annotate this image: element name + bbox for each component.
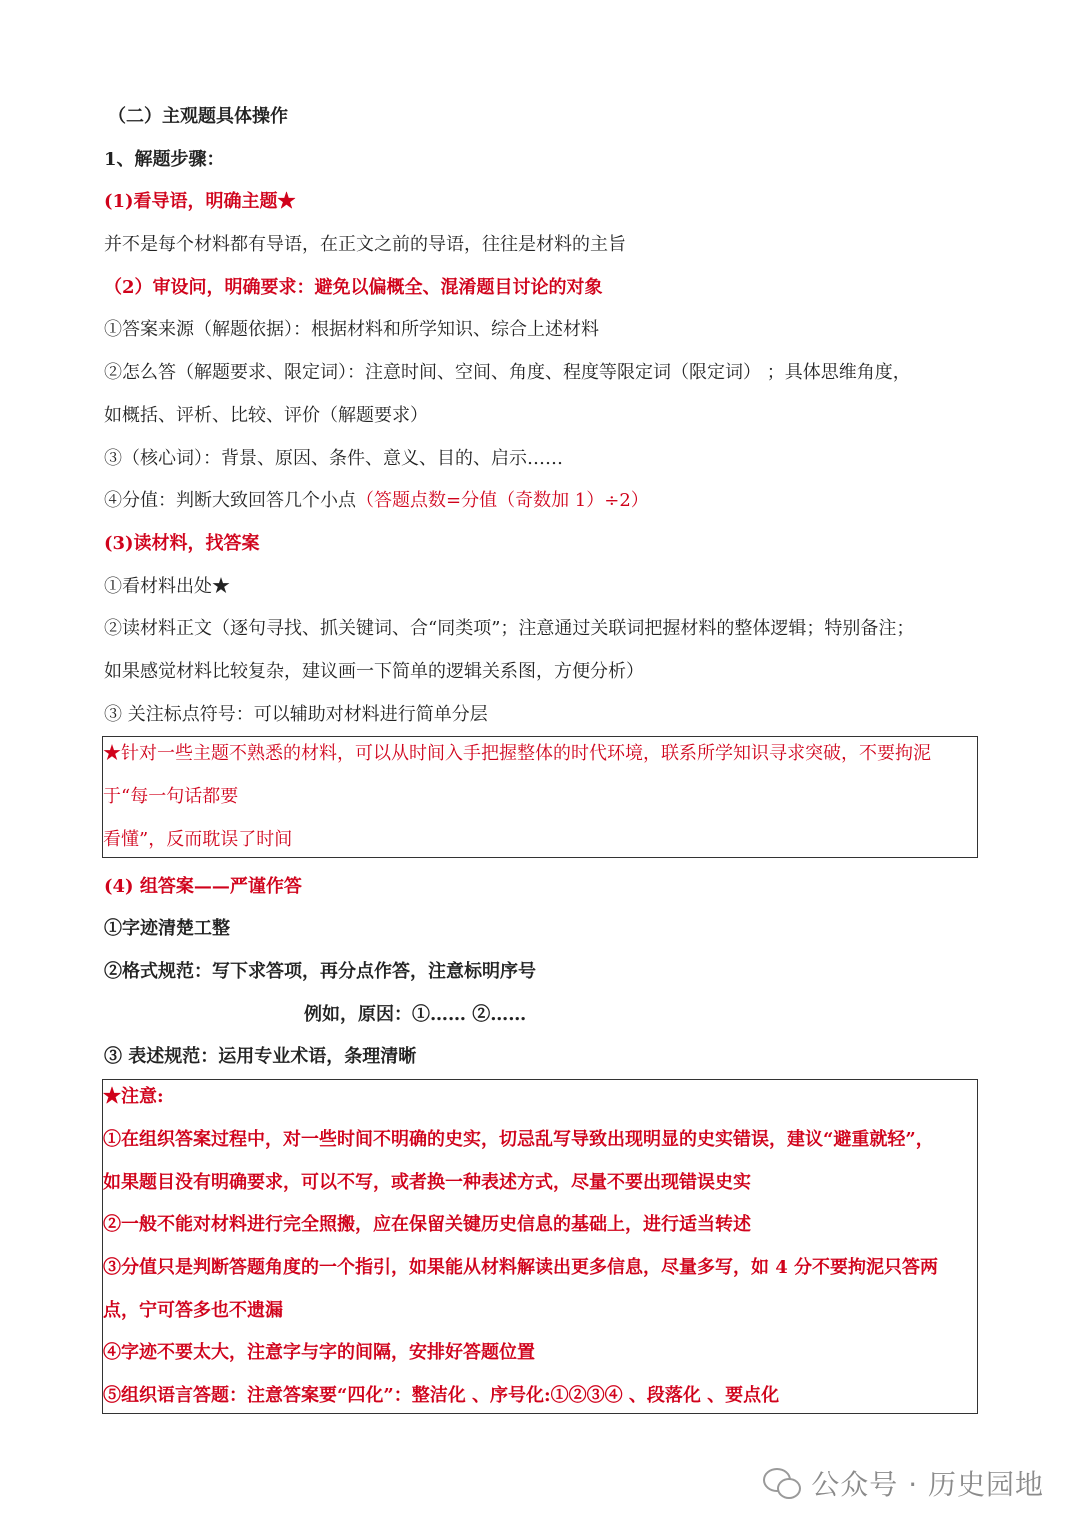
- step2-item3: ③（核心词）：背景、原因、条件、意义、目的、启示……: [104, 447, 563, 469]
- step3-item3: ③ 关注标点符号：可以辅助对材料进行简单分层: [104, 703, 488, 725]
- step2-item2-line2: 如概括、评析、比较、评价（解题要求）: [104, 404, 428, 426]
- step2-item4: [104, 488, 980, 514]
- watermark-text: 公众号 · 历史园地: [811, 1468, 1044, 1501]
- notice-title: ★注意:: [103, 1086, 164, 1108]
- step2-item2-line1: ②怎么答（解题要求、限定词）：注意时间、空间、角度、程度等限定词（限定词） ；具体思维角度，: [104, 362, 911, 384]
- notice-item1-line2: 如果题目没有明确要求，可以不写，或者换一种表述方式，尽量不要出现错误史实: [103, 1171, 751, 1193]
- step2-title: （2）审设问，明确要求：避免以偏概全、混淆题目讨论的对象: [104, 276, 603, 298]
- step3-item2-line2: 如果感觉材料比较复杂，建议画一下简单的逻辑关系图，方便分析）: [104, 660, 644, 682]
- wechat-icon: [763, 1466, 801, 1500]
- step4-item3: ③ 表述规范：运用专业术语，条理清晰: [104, 1046, 417, 1068]
- step4-example: 例如，原因：①…… ②……: [304, 1003, 527, 1025]
- notice-item5: ⑤组织语言答题：注意答案要“四化”：整洁化 、序号化:①②③④ 、段落化 、要点化: [103, 1384, 780, 1406]
- step3-item2-line1: ②读材料正文（逐句寻找、抓关键词、合“同类项”；注意通过关联词把握材料的整体逻辑；特别备注；: [104, 618, 915, 640]
- step2-item4-formula: （答题点数=分值（奇数加 1）÷2）: [356, 490, 649, 512]
- tip-box-line2: 于“每一句话都要: [103, 786, 239, 807]
- notice-item3-line1: ③分值只是判断答题角度的一个指引，如果能从材料解读出更多信息，尽量多写，如 4 分不要拘泥只答两: [103, 1256, 939, 1278]
- tip-box-line3: 看懂”，反而耽误了时间: [103, 828, 293, 850]
- step-title: 1、解题步骤：: [104, 148, 225, 170]
- step4-title: (4) 组答案——严谨作答: [104, 875, 302, 897]
- section-title: （二）主观题具体操作: [108, 106, 288, 127]
- step2-item1: ①答案来源（解题依据）：根据材料和所学知识、综合上述材料: [104, 319, 599, 341]
- step1-text: 并不是每个材料都有导语，在正文之前的导语，往往是材料的主旨: [104, 234, 626, 256]
- watermark: [763, 1463, 1044, 1503]
- step3-title: (3)读材料，找答案: [104, 532, 260, 554]
- notice-item1-line1: ①在组织答案过程中，对一些时间不明确的史实，切忌乱写导致出现明显的史实错误，建议“避重就轻”，: [103, 1128, 934, 1150]
- step4-item1: ①字迹清楚工整: [104, 918, 230, 940]
- tip-box: [102, 736, 978, 857]
- notice-box: [102, 1079, 978, 1414]
- step2-item4-prefix: ④分值：判断大致回答几个小点: [104, 490, 356, 512]
- document-page: [104, 104, 980, 1430]
- tip-box-line1: ★针对一些主题不熟悉的材料，可以从时间入手把握整体的时代环境，联系所学知识寻求突破，不要拘泥: [103, 743, 931, 765]
- notice-item2: ②一般不能对材料进行完全照搬，应在保留关键历史信息的基础上，进行适当转述: [103, 1214, 751, 1236]
- step3-item1: ①看材料出处★: [104, 575, 230, 597]
- step1-title: (1)看导语，明确主题★: [104, 191, 296, 213]
- notice-item3-line2: 点，宁可答多也不遗漏: [103, 1299, 283, 1321]
- step4-item2: ②格式规范：写下求答项，再分点作答，注意标明序号: [104, 961, 536, 983]
- notice-item4: ④字迹不要太大，注意字与字的间隔，安排好答题位置: [103, 1342, 535, 1364]
